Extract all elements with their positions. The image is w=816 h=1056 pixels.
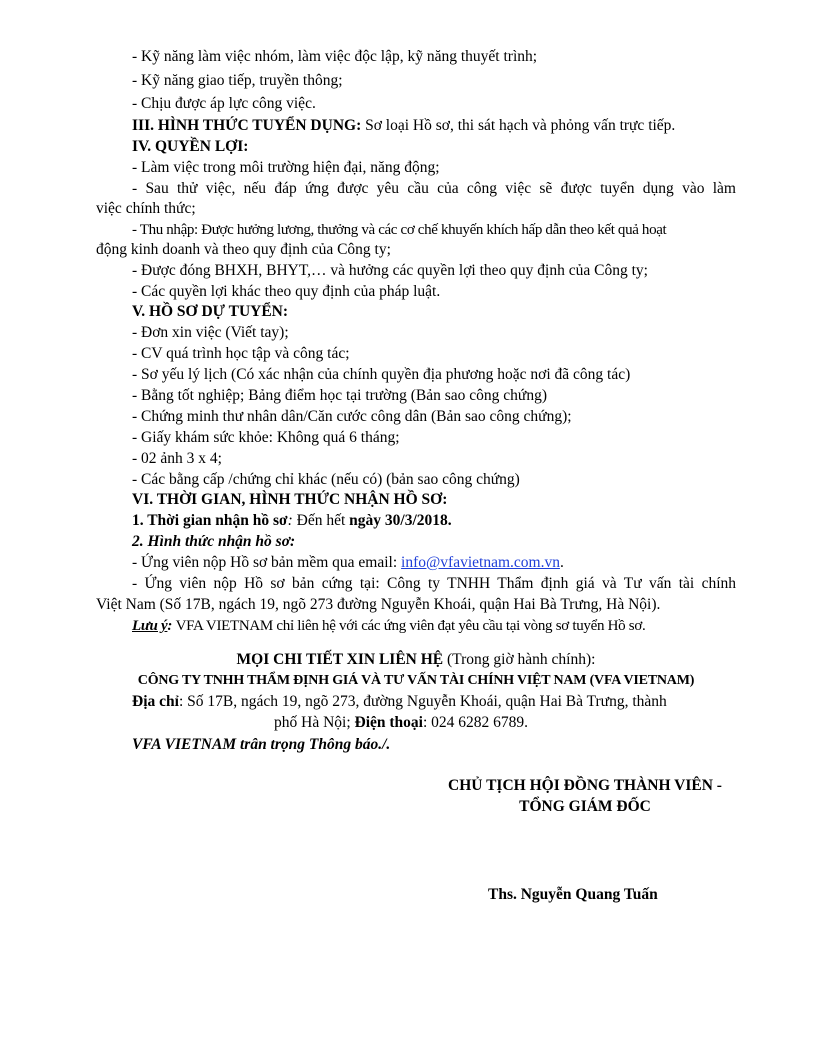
contact-company: CÔNG TY TNHH THẨM ĐỊNH GIÁ VÀ TƯ VẤN TÀI CHÍNH VIỆT NAM (VFA VIETNAM) <box>137 673 695 688</box>
benefit-probation-line2: việc chính thức; <box>96 200 196 217</box>
benefit-income-line2: động kinh doanh và theo quy định của Công ty; <box>96 241 391 258</box>
benefit-insurance: - Được đóng BHXH, BHYT,… và hưởng các quyền lợi theo quy định của Công ty; <box>132 262 648 279</box>
submission-hardcopy-line2: Việt Nam (Số 17B, ngách 19, ngõ 273 đường Nguyễn Khoái, quận Hai Bà Trưng, Hà Nội). <box>96 596 661 613</box>
contact-heading: MỌI CHI TIẾT XIN LIÊN HỆ (Trong giờ hành chính): <box>236 651 596 668</box>
submission-email-line: - Ứng viên nộp Hồ sơ bản mềm qua email: info@vfavietnam.com.vn. <box>132 554 564 571</box>
dossier-item: - 02 ảnh 3 x 4; <box>132 450 222 467</box>
submission-method-label: 2. Hình thức nhận hồ sơ: <box>132 533 296 550</box>
note-label: Lưu ý <box>132 618 168 634</box>
phone-number: : 024 6282 6789. <box>422 714 529 731</box>
dossier-item: - Đơn xin việc (Viết tay); <box>132 324 289 341</box>
phone-label: Điện thoại <box>354 714 423 731</box>
closing-line: VFA VIETNAM trân trọng Thông báo./. <box>132 736 391 753</box>
signature-title-line1: CHỦ TỊCH HỘI ĐỒNG THÀNH VIÊN - <box>448 777 722 794</box>
dossier-item: - Chứng minh thư nhân dân/Căn cước công dân (Bản sao công chứng); <box>132 408 572 425</box>
contact-address-line1: Địa chỉ: Số 17B, ngách 19, ngõ 273, đường Nguyễn Khoái, quận Hai Bà Trưng, thành <box>132 693 667 710</box>
note-line: Lưu ý: VFA VIETNAM chỉ liên hệ với các ứng viên đạt yêu cầu tại vòng sơ tuyển Hồ sơ. <box>132 618 646 634</box>
dossier-item: - CV quá trình học tập và công tác; <box>132 345 350 362</box>
skills-item-teamwork: - Kỹ năng làm việc nhóm, làm việc độc lập, kỹ năng thuyết trình; <box>132 48 538 65</box>
benefit-other: - Các quyền lợi khác theo quy định của pháp luật. <box>132 283 441 300</box>
skills-item-communication: - Kỹ năng giao tiếp, truyền thông; <box>132 72 343 89</box>
submission-deadline: 1. Thời gian nhận hồ sơ: Đến hết ngày 30/3/2018. <box>132 512 452 529</box>
dossier-item: - Bằng tốt nghiệp; Bảng điểm học tại trường (Bản sao công chứng) <box>132 387 547 404</box>
email-link[interactable]: info@vfavietnam.com.vn <box>401 554 560 571</box>
section-3 <box>132 116 675 136</box>
submission-deadline-label: 1. Thời gian nhận hồ sơ <box>132 512 288 529</box>
section-3-heading: III. HÌNH THỨC TUYỂN DỤNG: <box>132 117 362 134</box>
signature-name: Ths. Nguyễn Quang Tuấn <box>488 886 658 903</box>
dossier-item: - Giấy khám sức khỏe: Không quá 6 tháng; <box>132 429 400 446</box>
address-label: Địa chỉ <box>132 693 179 710</box>
signature-title-line2: TỔNG GIÁM ĐỐC <box>519 798 651 815</box>
submission-hardcopy-line1: - Ứng viên nộp Hồ sơ bản cứng tại: Công ty TNHH Thẩm định giá và Tư vấn tài chính <box>132 575 736 592</box>
dossier-item: - Các bằng cấp /chứng chỉ khác (nếu có) (bản sao công chứng) <box>132 471 520 488</box>
benefit-environment: - Làm việc trong môi trường hiện đại, năng động; <box>132 159 440 176</box>
skills-item-pressure: - Chịu được áp lực công việc. <box>132 95 316 112</box>
section-6-heading: VI. THỜI GIAN, HÌNH THỨC NHẬN HỒ SƠ: <box>132 491 448 508</box>
section-5-heading: V. HỒ SƠ DỰ TUYỂN: <box>132 303 289 320</box>
benefit-income-line1: - Thu nhập: Được hưởng lương, thưởng và các cơ chế khuyến khích hấp dẫn theo kết quả hoạt <box>132 222 667 238</box>
section-3-text: Sơ loại Hồ sơ, thi sát hạch và phỏng vấn trực tiếp. <box>361 117 676 134</box>
submission-deadline-date: ngày 30/3/2018. <box>349 512 452 529</box>
note-text: VFA VIETNAM chỉ liên hệ với các ứng viên đạt yêu cầu tại vòng sơ tuyển Hồ sơ. <box>175 618 646 634</box>
section-4-heading: IV. QUYỀN LỢI: <box>132 138 249 155</box>
benefit-probation-line1: - Sau thử việc, nếu đáp ứng được yêu cầu của công việc sẽ được tuyển dụng vào làm <box>132 180 736 197</box>
contact-address-line2: phố Hà Nội; Điện thoại: 024 6282 6789. <box>274 714 529 731</box>
dossier-item: - Sơ yếu lý lịch (Có xác nhận của chính quyền địa phương hoặc nơi đã công tác) <box>132 366 631 383</box>
